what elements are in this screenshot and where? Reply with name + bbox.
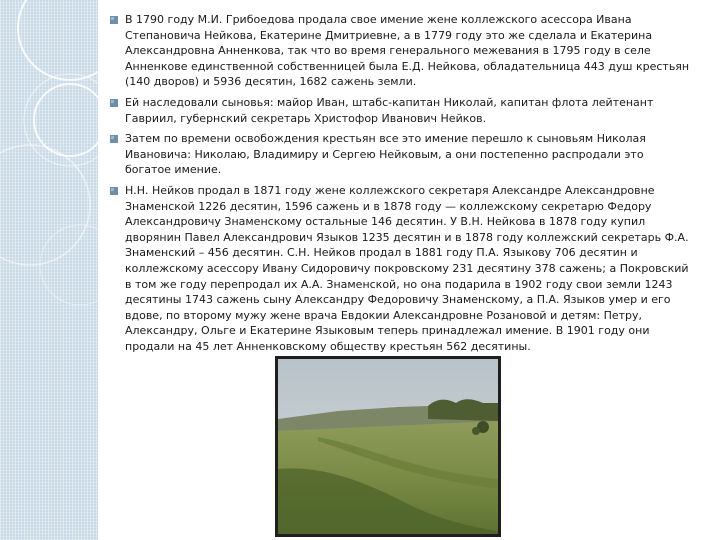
list-item — [108, 95, 690, 126]
square-bullet-icon — [110, 16, 118, 24]
list-item — [108, 12, 690, 90]
square-bullet-icon — [110, 99, 118, 107]
bullet-text: Ей наследовали сыновья: майор Иван, штабс-капитан Николай, капитан флота лейтенант Гавриил, губернский секретарь Христофор Иванович Нейков. — [125, 95, 654, 125]
bullet-list — [108, 12, 690, 354]
list-item — [108, 131, 690, 178]
decorative-circles — [0, 0, 98, 540]
landscape-photo — [275, 356, 501, 537]
square-bullet-icon — [110, 187, 118, 195]
decorative-side-band — [0, 0, 98, 540]
square-bullet-icon — [110, 135, 118, 143]
bullet-text: Затем по времени освобождения крестьян все это имение перешло к сыновьям Николая Ивановича: Николаю, Владимиру и Сергею Нейковым, а они постепенно распродали это богатое имение. — [125, 132, 646, 177]
slide-content — [108, 12, 690, 359]
bullet-text: Н.Н. Нейков продал в 1871 году жене коллежского секретаря Александре Александровне Знаменской 1226 десятин, 1596 сажень и в 1878 году — коллежскому секретарю Федору Александровичу Знаменскому остальные 146 десятин. У В.Н. Нейкова в 1878 году купил дворянин Павел Александрович Языков 1235 десятин и в 1878 году коллежский секретарь Ф.А. Знаменский – 456 десятин. С.Н. Нейков продал в 1881 году П.А. Языкову 706 десятин и коллежскому асессору Ивану Сидоровичу покровскому 231 десятину 378 сажень; а Покровский в том же году перепродал их А.А. Знаменской, но она подарила в 1902 году свои земли 1243 десятины 1743 сажень сыну Александру Федоровичу Знаменскому, а П.А. Языков умер и его вдове, по второму мужу жене врача Евдокии Александровне Розановой и детям: Петру, Александру, Ольге и Екатерине Языковым теперь принадлежал имение. В 1901 году они продали на 45 лет Анненковскому обществу крестьян 562 десятины. — [125, 183, 689, 353]
landscape-image — [278, 359, 498, 534]
list-item — [108, 183, 690, 355]
bullet-text: В 1790 году М.И. Грибоедова продала свое имение жене коллежского асессора Ивана Степановича Нейкова, Екатерине Дмитриевне, а в 1779 году это же сделала и Екатерина Александровна Анненкова, так что во время генерального межевания в 1795 году в селе Анненкове единственной собственницей была Е.Д. Нейкова, обладательница 443 душ крестьян (140 дворов) и 5936 десятин, 1682 сажень земли. — [125, 13, 690, 89]
